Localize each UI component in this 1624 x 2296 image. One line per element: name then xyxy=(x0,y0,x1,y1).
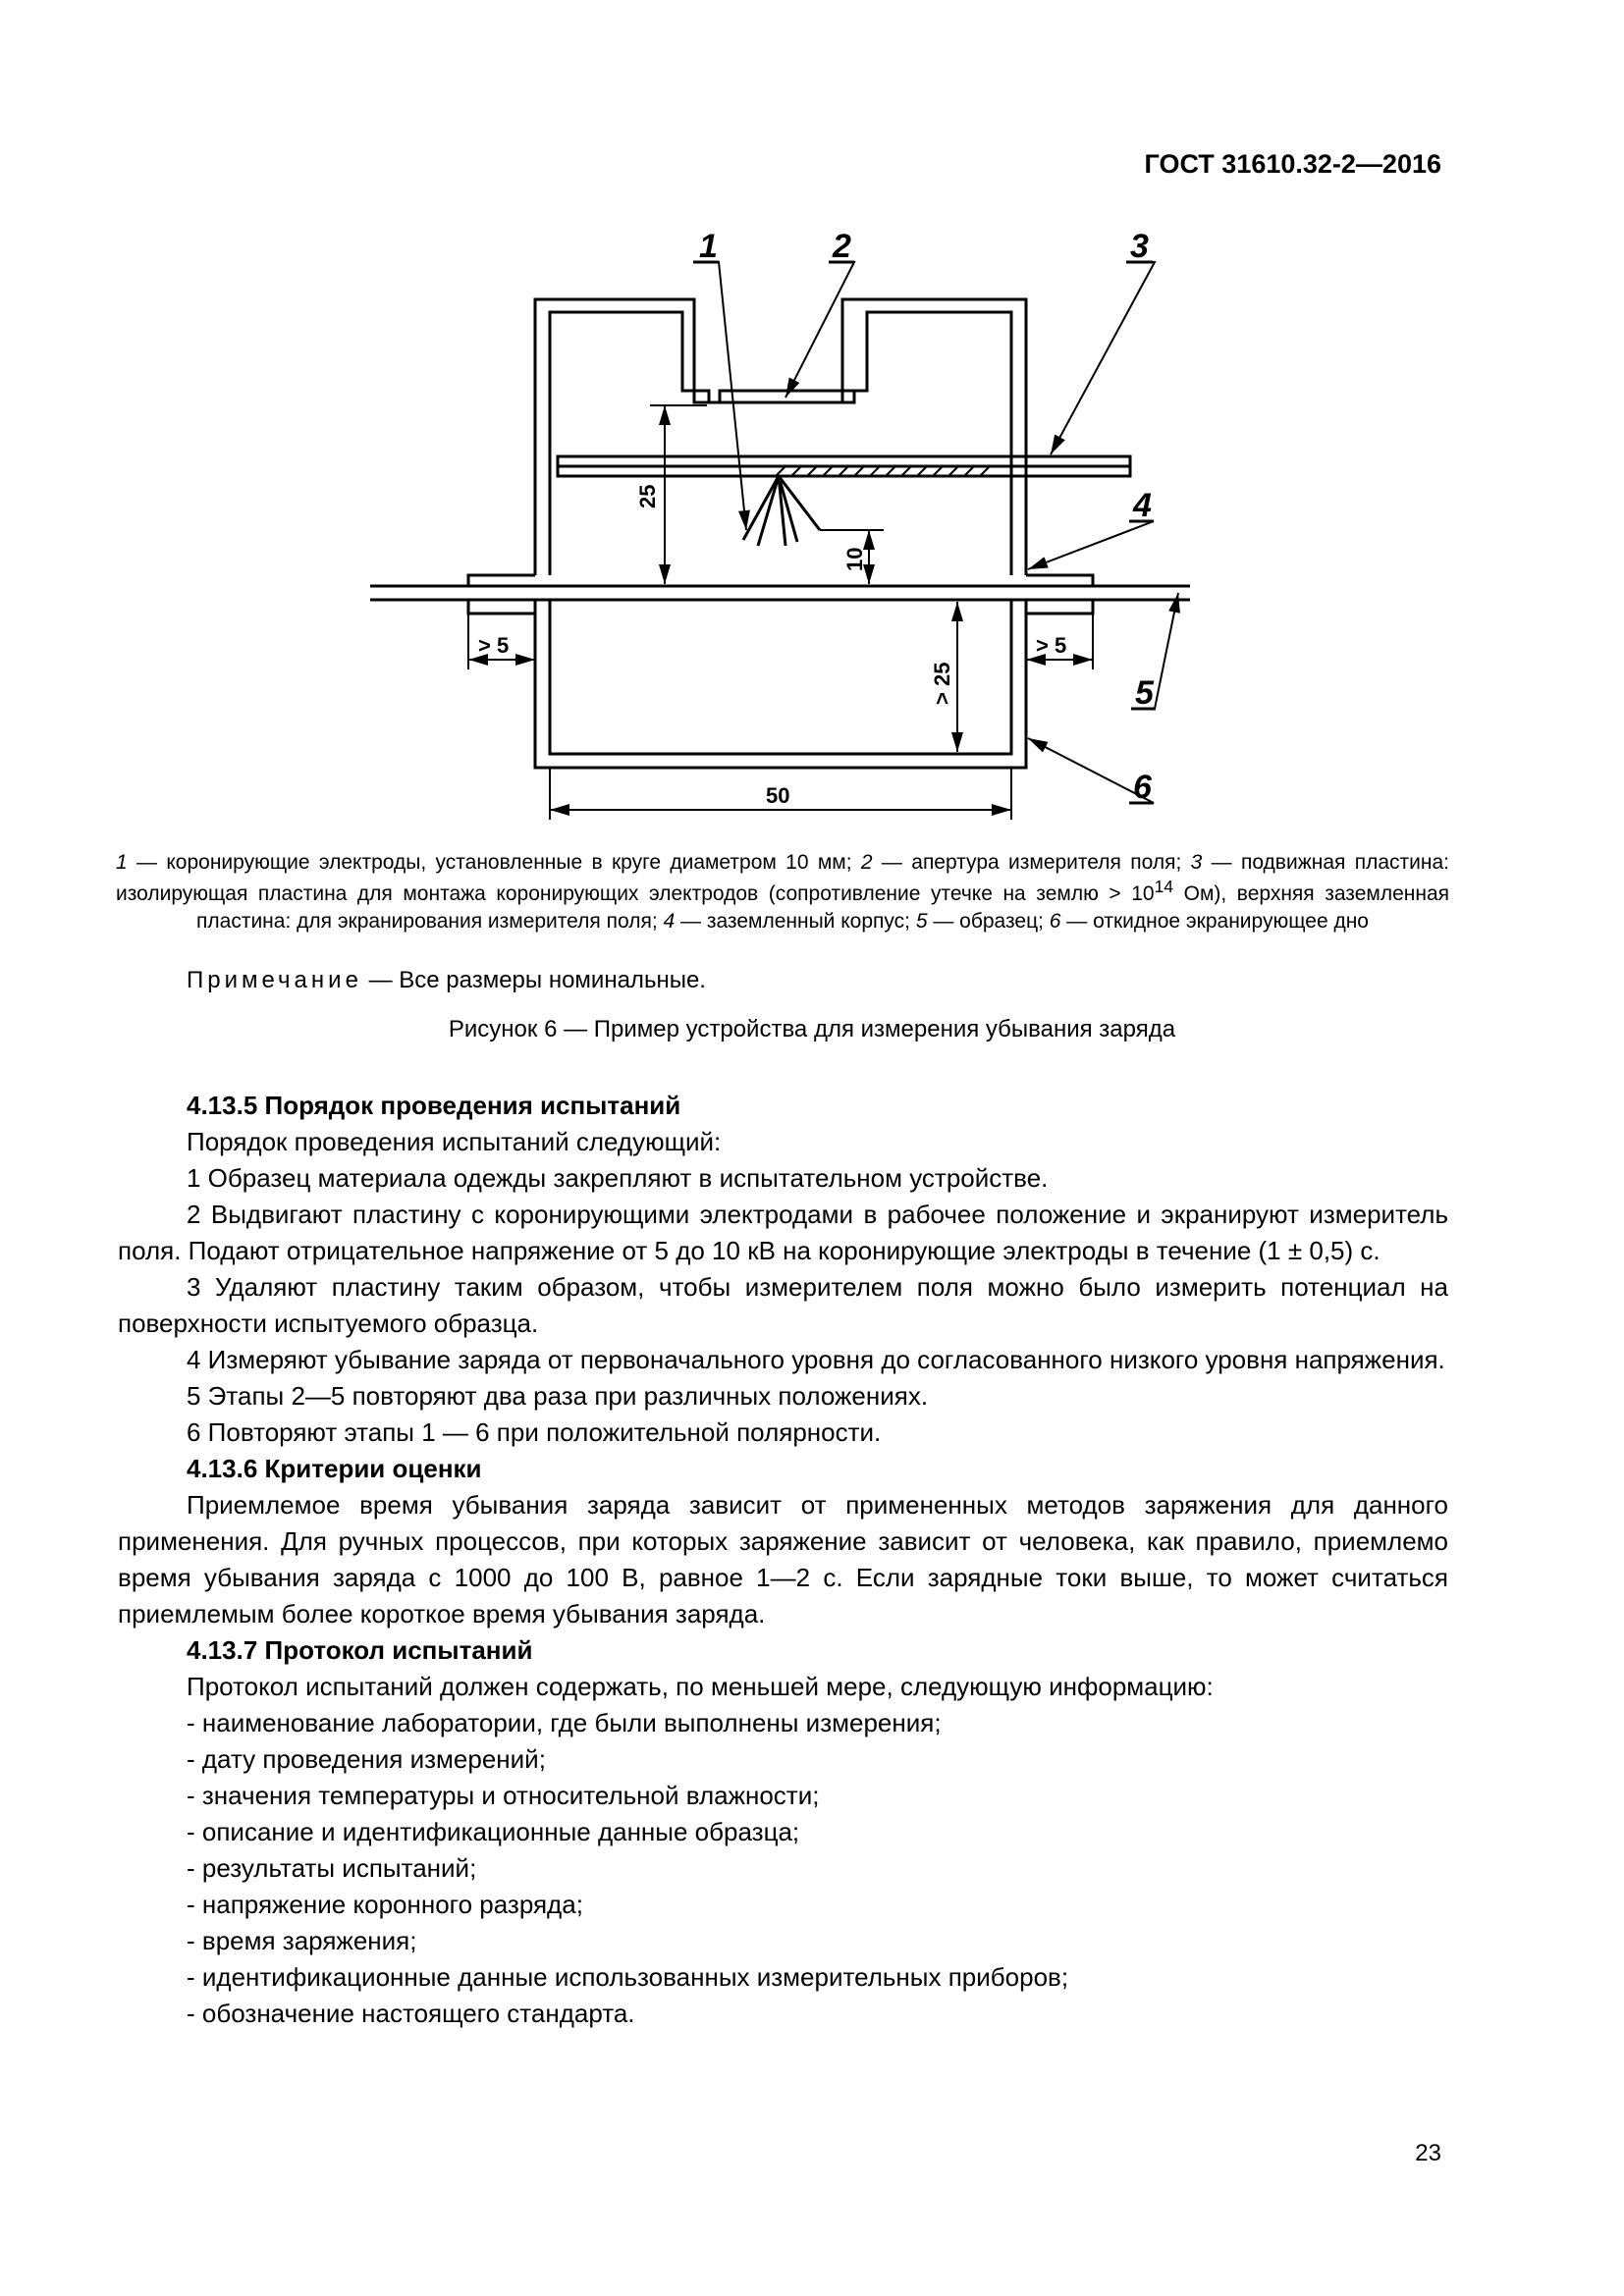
callout-1: 1 xyxy=(699,228,718,265)
housing-outer xyxy=(535,299,1026,575)
list-item: - наименование лаборатории, где были выполнены измерения; xyxy=(187,1708,942,1737)
callout-4: 4 xyxy=(1133,487,1152,524)
figure-title: Рисунок 6 — Пример устройства для измерения убывания заряда xyxy=(448,1016,1176,1042)
callout-5: 5 xyxy=(1135,674,1154,712)
paragraph: Порядок проведения испытаний следующий: xyxy=(187,1127,722,1156)
figure-legend: 1 — коронирующие электроды, установленные в круге диаметром 10 мм; 2 — апертура измерителя поля; 3 — подвижная пластина: изолирующая пластина для монтажа коронирующих электродов (сопротивление утечке на землю > $10^{14}$ Ом), верхняя заземленная пластина: для экранирования измерителя поля; 4 — заземленный корпус; 5 — образец; 6 — откидное экранирующее дно xyxy=(116,851,1449,933)
paragraph: 2 Выдвигают пластину с коронирующими электродами в рабочее положение и экранируют измеритель поля. Подают отрицательное напряжение от 5 до 10 кВ на коронирующие электроды в течение (1 ± 0,5) с. xyxy=(118,1200,1448,1265)
dim-50: 50 xyxy=(766,783,790,808)
list-item: - значения температуры и относительной влажности; xyxy=(187,1781,820,1810)
section-heading: 4.13.5 Порядок проведения испытаний xyxy=(187,1091,681,1120)
list-item: - время заряжения; xyxy=(187,1926,417,1955)
dim-10: 10 xyxy=(842,547,867,571)
document-header: ГОСТ 31610.32-2—2016 xyxy=(1144,149,1441,179)
list-item: - описание и идентификационные данные образца; xyxy=(187,1817,800,1846)
flange-right xyxy=(1026,575,1093,614)
dim-gt5-left: > 5 xyxy=(478,633,510,658)
list-item: - обозначение настоящего стандарта. xyxy=(187,1999,635,2028)
paragraph: 6 Повторяют этапы 1 — 6 при положительной полярности. xyxy=(187,1417,882,1447)
charge-decay-device-diagram xyxy=(353,221,1237,829)
housing-inner xyxy=(550,312,1011,575)
list-item: - дату проведения измерений; xyxy=(187,1744,546,1774)
note-label: Примечание xyxy=(187,967,362,993)
list-item: - идентификационные данные использованных измерительных приборов; xyxy=(187,1962,1069,1992)
paragraph: 4 Измеряют убывание заряда от первоначального уровня до согласованного низкого уровня напряжения. xyxy=(187,1345,1445,1374)
list-item: - результаты испытаний; xyxy=(187,1853,477,1883)
dim-25: 25 xyxy=(635,484,660,508)
paragraph: Приемлемое время убывания заряда зависит от примененных методов заряжения для данного применения. Для ручных процессов, при которых заряжение зависит от человека, как правило, приемлемо время убывания заряда с 1000 до 100 В, равное 1—2 с. Если зарядные токи выше, то может считаться приемлемым более короткое время убывания заряда. xyxy=(118,1490,1448,1629)
paragraph: 3 Удаляют пластину таким образом, чтобы измерителем поля можно было измерить потенциал на поверхности испытуемого образца. xyxy=(118,1272,1448,1338)
corona-electrodes xyxy=(743,476,820,546)
section-heading: 4.13.6 Критерии оценки xyxy=(187,1454,482,1483)
callout-3: 3 xyxy=(1130,228,1149,265)
callout-2: 2 xyxy=(833,228,851,265)
figure-note xyxy=(187,967,706,994)
page-number: 23 xyxy=(1415,2140,1441,2166)
dim-gt25: > 25 xyxy=(930,662,954,705)
figure-6 xyxy=(353,221,1237,834)
leader-4 xyxy=(1028,521,1154,569)
dim-gt5-right: > 5 xyxy=(1036,633,1067,658)
paragraph: Протокол испытаний должен содержать, по меньшей мере, следующую информацию: xyxy=(187,1672,1214,1701)
section-heading: 4.13.7 Протокол испытаний xyxy=(187,1635,533,1665)
leader-3 xyxy=(1051,262,1155,454)
list-item: - напряжение коронного разряда; xyxy=(187,1890,583,1919)
paragraph: 5 Этапы 2—5 повторяют два раза при различных положениях. xyxy=(187,1381,929,1411)
document-body xyxy=(118,1088,1448,2032)
callout-6: 6 xyxy=(1133,769,1152,806)
paragraph: 1 Образец материала одежды закрепляют в испытательном устройстве. xyxy=(187,1163,1049,1193)
note-text: — Все размеры номинальные. xyxy=(361,967,706,993)
flange-left xyxy=(468,575,535,614)
